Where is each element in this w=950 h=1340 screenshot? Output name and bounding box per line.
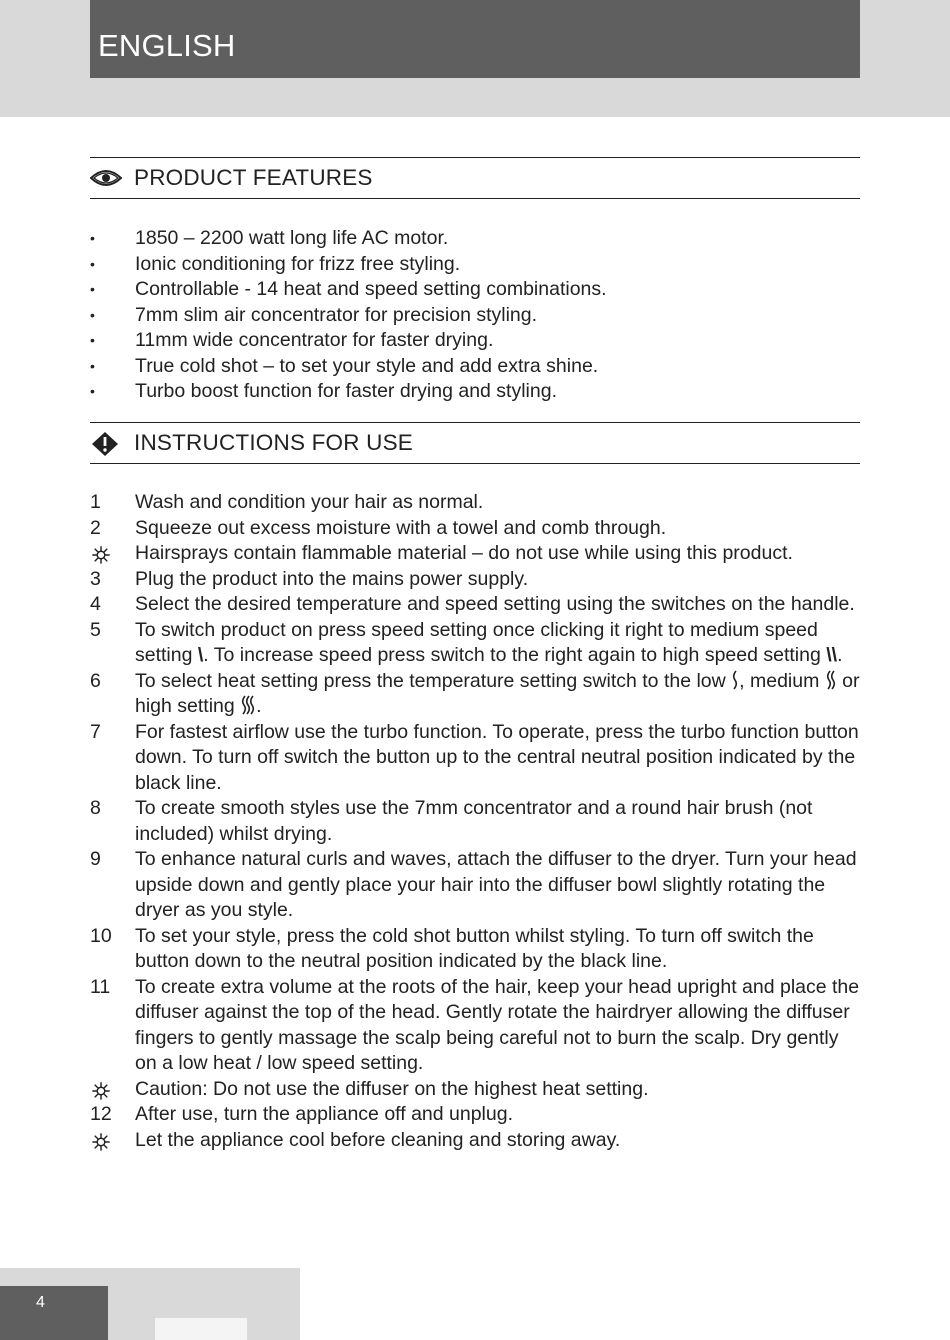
list-item [90,975,860,1077]
step-text: For fastest airflow use the turbo function. To operate, press the turbo function button down. To turn off switch the button up to the central neutral position indicated by the black line. [135,720,859,794]
list-item [90,226,860,252]
instructions-heading [90,422,860,464]
list-item [90,328,860,354]
features-list [90,226,860,405]
step-number: 3 [90,567,101,590]
step-number: 12 [90,1103,112,1125]
list-item [90,618,860,669]
feature-text: True cold shot – to set your style and add extra shine. [135,354,599,377]
bullet: • [90,306,95,323]
step-number: 9 [90,848,101,870]
list-item [90,277,860,303]
page-number: 4 [0,1286,108,1340]
step-number: 6 [90,669,101,692]
bullet: • [90,357,95,374]
feature-text: 7mm slim air concentrator for precision styling. [135,303,538,326]
step-text-part: To switch product on press speed setting once clicking it right to medium speed setting [135,618,818,666]
step-text: Caution: Do not use the diffuser on the highest heat setting. [135,1077,649,1100]
instructions-title: INSTRUCTIONS FOR USE [134,430,414,455]
step-number: 8 [90,797,101,819]
features-title: PRODUCT FEATURES [134,165,373,190]
list-item [90,541,860,567]
feature-text: Ionic conditioning for frizz free styling. [135,252,461,275]
list-item [90,720,860,797]
warning-star-icon [92,1133,110,1151]
step-text: Hairsprays contain flammable material – do not use while using this product. [135,542,793,564]
bullet: • [90,332,95,348]
list-item [90,847,860,924]
step-number: 11 [90,975,111,998]
list-item [90,490,860,516]
high-speed-symbol: \\ [826,644,838,666]
warning-star-icon [92,1082,110,1100]
step-text: Squeeze out excess moisture with a towel and comb through. [135,516,667,539]
low-heat-icon [731,670,739,690]
medium-speed-symbol: \ [197,644,204,666]
step-number: 4 [90,593,101,615]
bullet: • [90,281,95,297]
step-number: 7 [90,720,101,743]
step-text-part: , medium [739,669,825,692]
step-text-part: . [837,644,843,666]
medium-heat-icon [825,670,837,690]
feature-text: 11mm wide concentrator for faster drying. [135,329,494,351]
step-text: Wash and condition your hair as normal. [135,491,484,513]
step-text: To create extra volume at the roots of the hair, keep your head upright and place the diffuser against the top of the head. Gently rotate the hairdryer allowing the diffuser fingers to gently massage the scalp being careful not to burn the scalp. Dry gently on a low heat / low speed setting. [135,975,860,1074]
features-heading [90,157,860,199]
step-text: To create smooth styles use the 7mm concentrator and a round hair brush (not included) whilst drying. [135,797,813,845]
list-item [90,1102,860,1128]
bullet: • [90,230,95,246]
step-text: To enhance natural curls and waves, attach the diffuser to the dryer. Turn your head upside down and gently place your hair into the diffuser bowl slightly rotating the dryer as you style. [135,848,857,921]
step-text-part: . [256,695,262,717]
list-item [90,924,860,975]
footer-tab [155,1318,247,1340]
step-number: 5 [90,618,101,641]
step-text: Let the appliance cool before cleaning and storing away. [135,1128,621,1151]
step-number: 2 [90,516,101,539]
list-item [90,354,860,380]
feature-text: 1850 – 2200 watt long life AC motor. [135,227,449,249]
step-text-part: or high setting [135,669,860,717]
list-item [90,303,860,329]
eye-icon [90,166,122,190]
list-item [90,252,860,278]
step-text [135,619,843,667]
step-text: After use, turn the appliance off and unplug. [135,1103,513,1125]
list-item [90,669,860,720]
step-text-part: . To increase speed press switch to the right again to high speed setting [203,644,827,666]
warning-star-icon [92,546,110,564]
list-item [90,1128,860,1154]
bullet: • [90,255,95,272]
step-text: To set your style, press the cold shot button whilst styling. To turn off switch the button down to the neutral position indicated by the black line. [135,924,814,972]
bullet: • [90,383,95,399]
feature-text: Turbo boost function for faster drying and styling. [135,380,558,402]
list-item [90,379,860,405]
instructions-list [90,490,860,1153]
language-label: ENGLISH [90,0,860,78]
list-item [90,516,860,542]
list-item [90,567,860,593]
step-text [135,670,860,718]
feature-text: Controllable - 14 heat and speed setting combinations. [135,278,607,300]
step-number: 10 [90,924,112,947]
list-item [90,1077,860,1103]
exclamation-diamond-icon [90,429,122,457]
list-item [90,592,860,618]
step-number: 1 [90,491,101,513]
high-heat-icon [240,695,256,715]
step-text-part: To select heat setting press the temperature setting switch to the low [135,669,732,692]
step-text: Select the desired temperature and speed setting using the switches on the handle. [135,593,855,615]
list-item [90,796,860,847]
step-text: Plug the product into the mains power supply. [135,567,529,590]
